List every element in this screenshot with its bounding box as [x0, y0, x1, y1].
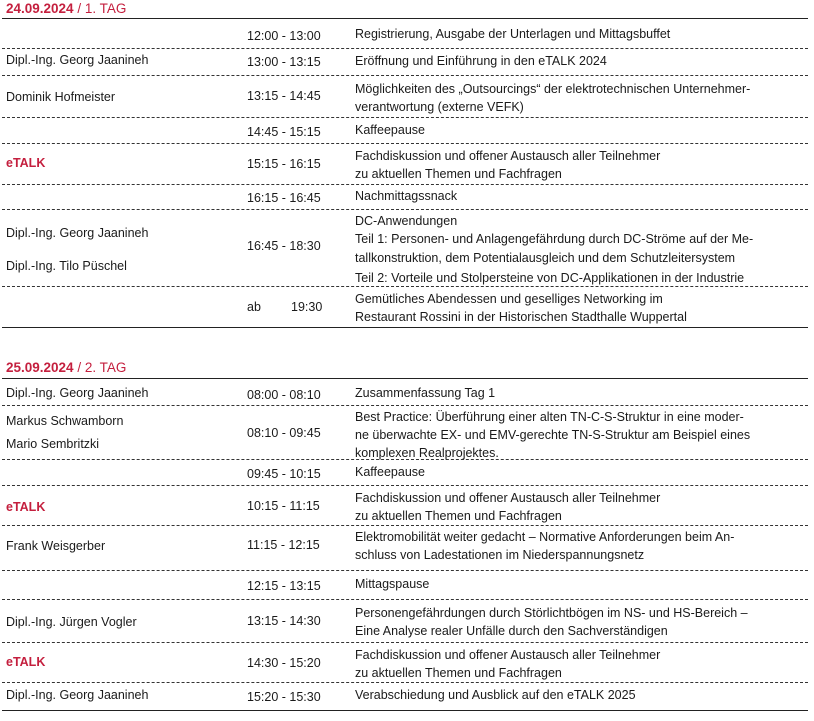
time-slot [247, 466, 321, 482]
section-bottom-rule [2, 327, 808, 328]
time-slot [247, 655, 321, 671]
topic-line: schluss von Ladestationen im Niederspannungsnetz [355, 548, 645, 562]
row-divider [2, 682, 808, 683]
day-date: 25.09.2024 [6, 360, 74, 375]
topic-line: verantwortung (externe VEFK) [355, 100, 524, 114]
time-value: 10:15 - 11:15 [247, 499, 320, 513]
row-divider [2, 143, 808, 144]
schedule-row [0, 290, 814, 324]
speaker-name: Dipl.-Ing. Jürgen Vogler [6, 615, 137, 629]
speaker-name: Mario Sembritzki [6, 437, 100, 451]
row-divider [2, 599, 808, 600]
time-value: 15:20 - 15:30 [247, 690, 321, 704]
time-value: 08:10 - 09:45 [247, 426, 321, 440]
speaker-name: Frank Weisgerber [6, 539, 106, 553]
topic [355, 121, 795, 139]
topic [355, 528, 795, 564]
time-value: 12:15 - 13:15 [247, 579, 321, 593]
time-slot [247, 299, 322, 315]
schedule-row [0, 384, 814, 404]
time-slot [247, 54, 321, 70]
time-slot [247, 387, 321, 403]
topic [355, 290, 795, 326]
time-value: 13:15 - 14:30 [247, 614, 321, 628]
time-slot [247, 498, 320, 514]
day-date: 24.09.2024 [6, 1, 74, 16]
topic [355, 489, 795, 525]
schedule-row [0, 51, 814, 71]
day-label: / 1. TAG [73, 1, 127, 16]
topic [355, 646, 795, 682]
day-label: / 2. TAG [73, 360, 127, 375]
time-value: 19:30 [291, 300, 323, 314]
topic [355, 52, 795, 70]
topic-line: Kaffeepause [355, 123, 425, 137]
schedule-row [0, 25, 814, 45]
time-value: 16:45 - 18:30 [247, 239, 321, 253]
time-slot [247, 613, 321, 629]
section-rule [2, 378, 808, 379]
topic [355, 686, 795, 704]
topic-line: Kaffeepause [355, 465, 425, 479]
topic-line: Fachdiskussion und offener Austausch aller Teilnehmer [355, 491, 661, 505]
time-value: 14:30 - 15:20 [247, 656, 321, 670]
schedule-row [0, 80, 814, 112]
time-prefix: ab [247, 300, 261, 314]
topic-line: Mittagspause [355, 577, 430, 591]
schedule-row [0, 604, 814, 638]
topic [355, 408, 795, 462]
speaker-name: Dipl.-Ing. Georg Jaanineh [6, 688, 149, 702]
speaker-name: Dipl.-Ing. Georg Jaanineh [6, 226, 149, 240]
row-divider [2, 184, 808, 185]
time-value: 09:45 - 10:15 [247, 467, 321, 481]
speaker-name: Markus Schwamborn [6, 414, 124, 428]
row-divider [2, 75, 808, 76]
schedule-row [0, 147, 814, 181]
row-divider [2, 117, 808, 118]
schedule-row [0, 463, 814, 483]
topic-line: Personengefährdungen durch Störlichtbögen im NS- und HS-Bereich – [355, 606, 748, 620]
time-value: 08:00 - 08:10 [247, 388, 321, 402]
topic-line: Zusammenfassung Tag 1 [355, 386, 496, 400]
time-value: 13:15 - 14:45 [247, 89, 321, 103]
time-slot [247, 537, 320, 553]
speaker-name: Dipl.-Ing. Georg Jaanineh [6, 53, 149, 67]
topic [355, 25, 795, 43]
topic-line: zu aktuellen Themen und Fachfragen [355, 167, 562, 181]
time-value: 13:00 - 13:15 [247, 55, 321, 69]
time-slot [247, 190, 321, 206]
topic [355, 463, 795, 481]
time-value: 12:00 - 13:00 [247, 29, 321, 43]
topic [355, 80, 795, 116]
schedule-row [0, 187, 814, 207]
topic-line: ne überwachte EX- und EMV-gerechte TN-S-Struktur am Beispiel eines [355, 428, 751, 442]
topic-line: komplexen Realprojektes. [355, 446, 499, 460]
topic-line: Eröffnung und Einführung in den eTALK 2024 [355, 54, 607, 68]
topic [355, 575, 795, 593]
topic-line: zu aktuellen Themen und Fachfragen [355, 666, 562, 680]
time-slot [247, 88, 321, 104]
time-slot [247, 425, 321, 441]
topic [355, 384, 795, 402]
topic-line: Gemütliches Abendessen und geselliges Networking im [355, 292, 663, 306]
row-divider [2, 525, 808, 526]
topic [355, 187, 795, 205]
topic [355, 211, 795, 288]
time-value: 14:45 - 15:15 [247, 125, 321, 139]
schedule-row [0, 528, 814, 562]
time-slot [247, 689, 321, 705]
topic-line: Eine Analyse realer Unfälle durch den Sachverständigen [355, 624, 668, 638]
time-slot [247, 578, 321, 594]
topic-line: Möglichkeiten des „Outsourcings“ der elektrotechnischen Unternehmer- [355, 82, 751, 96]
topic-line: Registrierung, Ausgabe der Unterlagen und Mittagsbuffet [355, 27, 671, 41]
etalk-label: eTALK [6, 500, 46, 514]
time-slot [247, 28, 321, 44]
row-divider [2, 209, 808, 210]
schedule-row [0, 408, 814, 458]
topic-line: Verabschiedung und Ausblick auf den eTALK 2025 [355, 688, 636, 702]
topic-line: Fachdiskussion und offener Austausch aller Teilnehmer [355, 648, 661, 662]
schedule-row [0, 211, 814, 285]
topic-line: Nachmittagssnack [355, 189, 458, 203]
row-divider [2, 48, 808, 49]
day2-title [6, 360, 126, 376]
row-divider [2, 485, 808, 486]
topic-line: zu aktuellen Themen und Fachfragen [355, 509, 562, 523]
row-divider [2, 405, 808, 406]
schedule-row [0, 489, 814, 523]
topic-line: Elektromobilität weiter gedacht – Normative Anforderungen beim An- [355, 530, 735, 544]
topic-line: Teil 1: Personen- und Anlagengefährdung durch DC-Ströme auf der Me- [355, 232, 754, 246]
topic-line: Best Practice: Überführung einer alten TN-C-S-Struktur in eine moder- [355, 410, 744, 424]
time-slot [247, 156, 321, 172]
time-slot [247, 238, 321, 254]
speaker-name: Dominik Hofmeister [6, 90, 116, 104]
section-bottom-rule [2, 710, 808, 711]
topic [355, 604, 795, 640]
schedule-row [0, 121, 814, 141]
topic-line: Restaurant Rossini in der Historischen Stadthalle Wuppertal [355, 310, 687, 324]
section-rule [2, 18, 808, 19]
schedule-row [0, 686, 814, 706]
speaker-name: Dipl.-Ing. Georg Jaanineh [6, 386, 149, 400]
etalk-label: eTALK [6, 655, 46, 669]
speaker-name: Dipl.-Ing. Tilo Püschel [6, 259, 127, 273]
topic-line: tallkonstruktion, dem Potentialausgleich und dem Schutzleitersystem [355, 251, 736, 265]
time-value: 11:15 - 12:15 [247, 538, 320, 552]
time-value: 15:15 - 16:15 [247, 157, 321, 171]
day1-title [6, 1, 126, 17]
topic-line: Fachdiskussion und offener Austausch aller Teilnehmer [355, 149, 661, 163]
topic-line: DC-Anwendungen [355, 214, 458, 228]
row-divider [2, 642, 808, 643]
row-divider [2, 570, 808, 571]
topic-line: Teil 2: Vorteile und Stolpersteine von DC-Applikationen in der Industrie [355, 271, 745, 285]
time-slot [247, 124, 321, 140]
time-value: 16:15 - 16:45 [247, 191, 321, 205]
schedule-row [0, 646, 814, 680]
schedule-row [0, 575, 814, 595]
topic [355, 147, 795, 183]
etalk-label: eTALK [6, 156, 46, 170]
